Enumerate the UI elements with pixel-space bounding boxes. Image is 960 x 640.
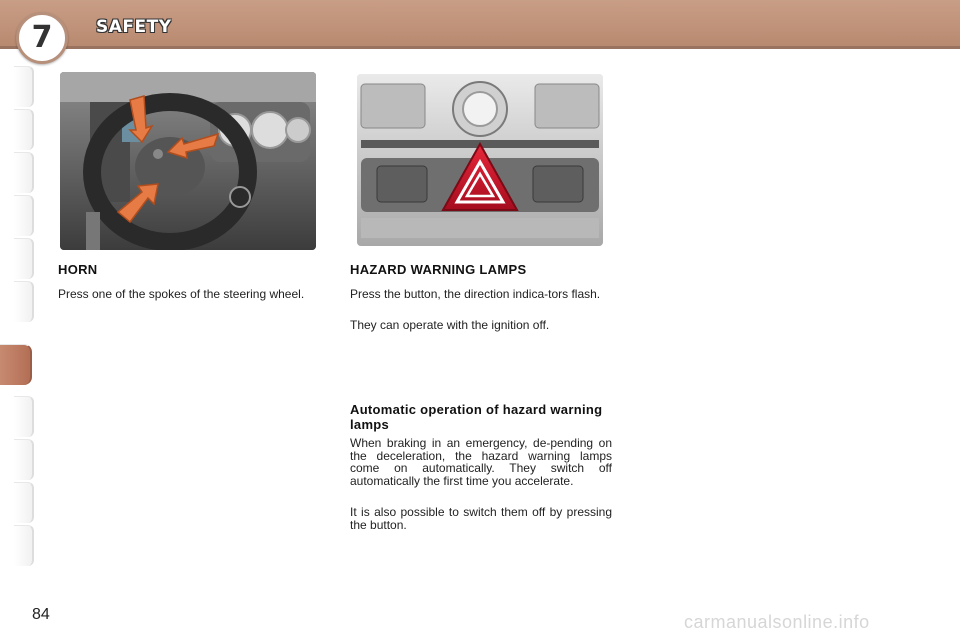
chapter-tab[interactable] [14, 195, 34, 236]
header-divider [0, 46, 960, 49]
steering-wheel-image [60, 72, 316, 250]
chapter-tab[interactable] [14, 396, 34, 437]
chapter-tab-active[interactable] [0, 344, 32, 385]
watermark: carmanualsonline.info [684, 612, 870, 632]
chapter-tab[interactable] [14, 66, 34, 107]
chapter-tab[interactable] [14, 281, 34, 322]
chapter-tab[interactable] [14, 109, 34, 150]
automatic-heading: Automatic operation of hazard warning lamps [350, 402, 603, 432]
chapter-tabs [0, 66, 36, 576]
chapter-tab[interactable] [14, 439, 34, 480]
hazard-para-1: Press the button, the direction indica-tors flash. [350, 287, 601, 301]
hazard-panel-image [357, 74, 603, 246]
chapter-tab[interactable] [14, 152, 34, 193]
automatic-para-2: It is also possible to switch them off by pressing the button. [350, 505, 612, 532]
horn-text: Press one of the spokes of the steering wheel. [58, 287, 305, 301]
chapter-tab[interactable] [14, 238, 34, 279]
hazard-heading: HAZARD WARNING LAMPS [350, 262, 527, 277]
automatic-para-1: When braking in an emergency, de-pending on the deceleration, the hazard warning lamps come on automatically. They switch off automatically the first time you accelerate. [350, 436, 612, 488]
chapter-number: 7 [31, 20, 53, 55]
hazard-para-2: They can operate with the ignition off. [350, 318, 550, 332]
page-number: 84 [32, 606, 50, 623]
chapter-tab[interactable] [14, 482, 34, 523]
section-title: SAFETY [96, 17, 172, 37]
chapter-badge [16, 12, 68, 64]
horn-heading: HORN [58, 262, 98, 277]
chapter-tab[interactable] [14, 525, 34, 566]
